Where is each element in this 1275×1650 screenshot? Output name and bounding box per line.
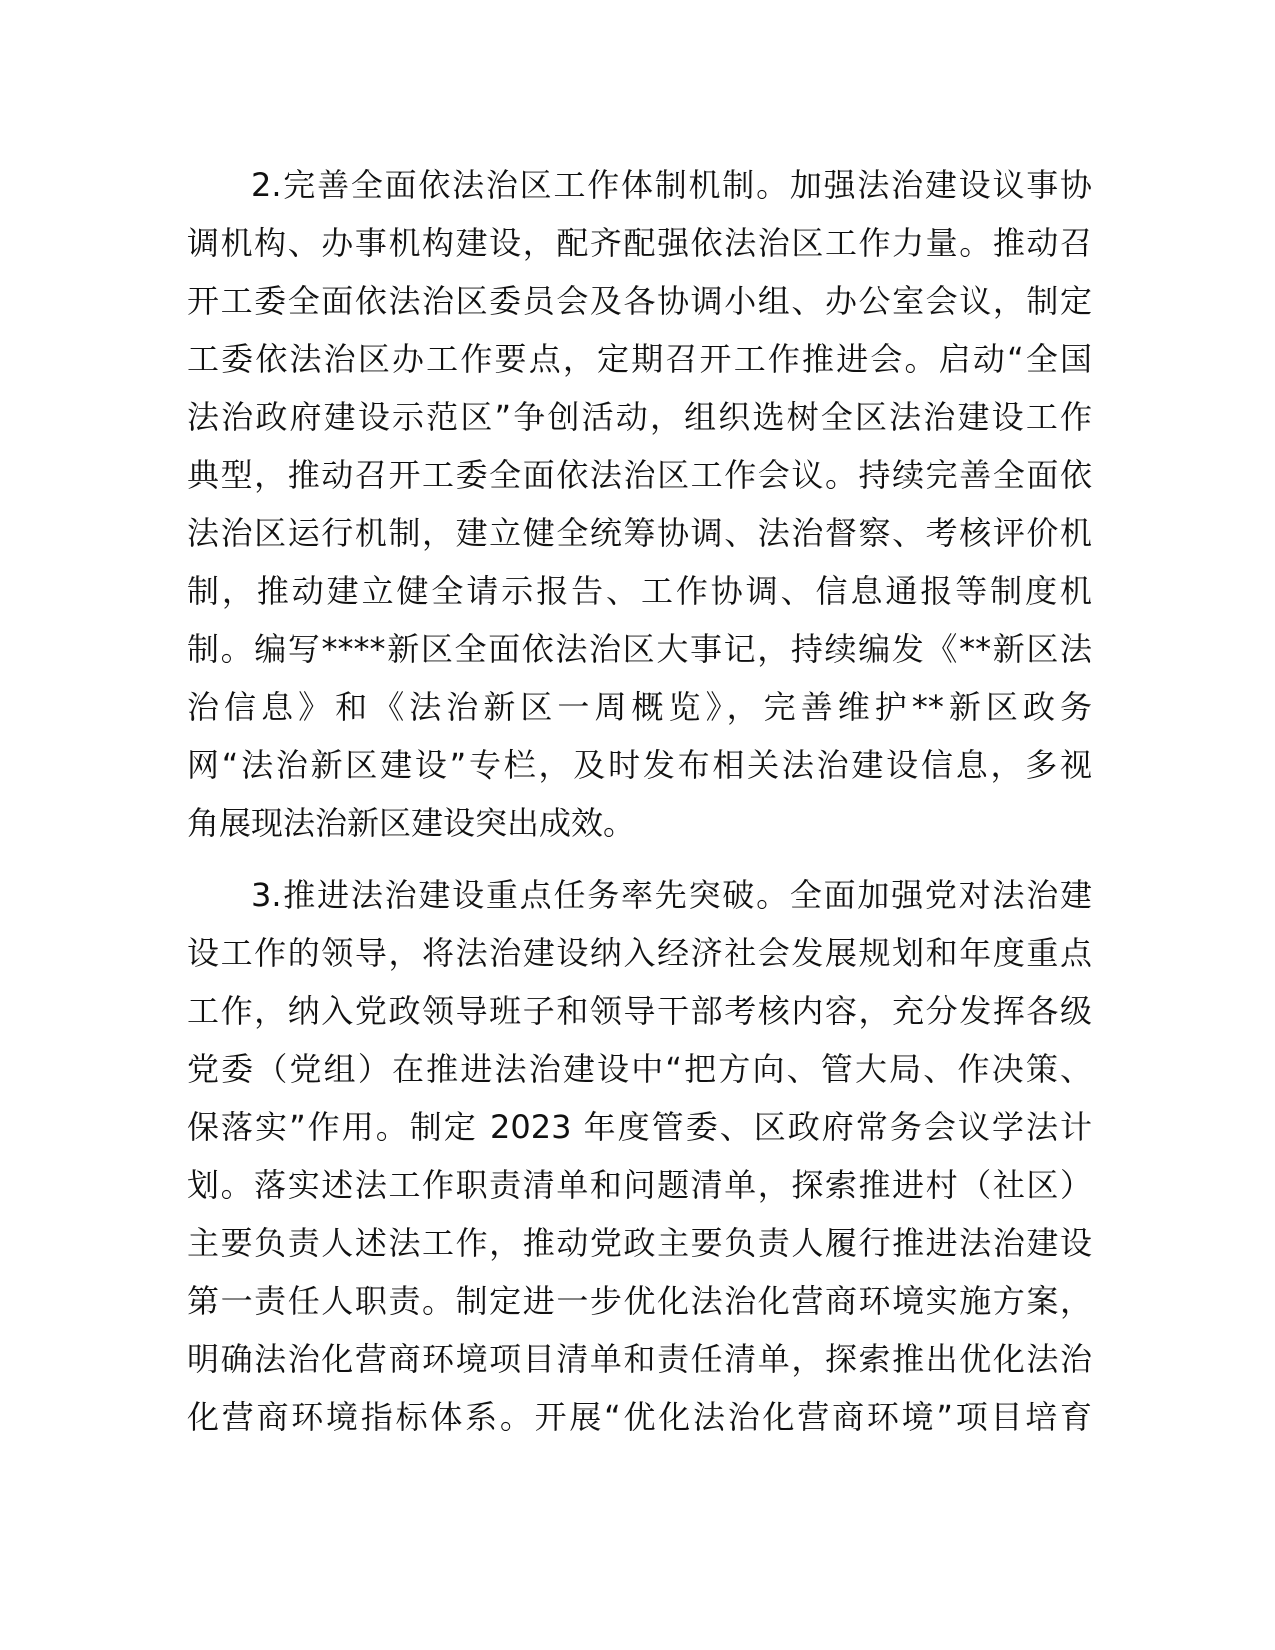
text-line: 主要负责人述法工作，推动党政主要负责人履行推进法治建设 (187, 1224, 1092, 1262)
text-line: 调机构、办事机构建设，配齐配强依法治区工作力量。推动召 (187, 224, 1092, 262)
text-line: 工作，纳入党政领导班子和领导干部考核内容，充分发挥各级 (187, 992, 1092, 1030)
text-line: 角展现法治新区建设突出成效。 (187, 804, 636, 842)
text-line: 法治政府建设示范区”争创活动，组织选树全区法治建设工作 (187, 398, 1092, 436)
text-line: 3.推进法治建设重点任务率先突破。全面加强党对法治建 (251, 876, 1092, 914)
paragraph-2 (187, 156, 1092, 852)
text-line: 保落实”作用。制定 2023 年度管委、区政府常务会议学法计 (187, 1108, 1092, 1146)
text-line: 第一责任人职责。制定进一步优化法治化营商环境实施方案， (187, 1282, 1092, 1320)
text-line: 设工作的领导，将法治建设纳入经济社会发展规划和年度重点 (187, 934, 1092, 972)
text-line: 制。编写****新区全面依法治区大事记，持续编发《**新区法 (187, 630, 1092, 668)
text-line: 工委依法治区办工作要点，定期召开工作推进会。启动“全国 (187, 340, 1092, 378)
text-line: 化营商环境指标体系。开展“优化法治化营商环境”项目培育 (187, 1398, 1092, 1436)
text-line: 划。落实述法工作职责清单和问题清单，探索推进村（社区） (187, 1166, 1092, 1204)
text-line: 网“法治新区建设”专栏，及时发布相关法治建设信息，多视 (187, 746, 1092, 784)
paragraph-3 (187, 866, 1092, 1446)
text-line: 典型，推动召开工委全面依法治区工作会议。持续完善全面依 (187, 456, 1092, 494)
text-line: 治信息》和《法治新区一周概览》，完善维护**新区政务 (187, 688, 1092, 726)
text-line: 开工委全面依法治区委员会及各协调小组、办公室会议，制定 (187, 282, 1092, 320)
text-line: 法治区运行机制，建立健全统筹协调、法治督察、考核评价机 (187, 514, 1092, 552)
document-body (187, 156, 1092, 1446)
text-line: 党委（党组）在推进法治建设中“把方向、管大局、作决策、 (187, 1050, 1092, 1088)
text-line: 明确法治化营商环境项目清单和责任清单，探索推出优化法治 (187, 1340, 1092, 1378)
text-line: 2.完善全面依法治区工作体制机制。加强法治建设议事协 (251, 166, 1092, 204)
text-line: 制，推动建立健全请示报告、工作协调、信息通报等制度机 (187, 572, 1092, 610)
